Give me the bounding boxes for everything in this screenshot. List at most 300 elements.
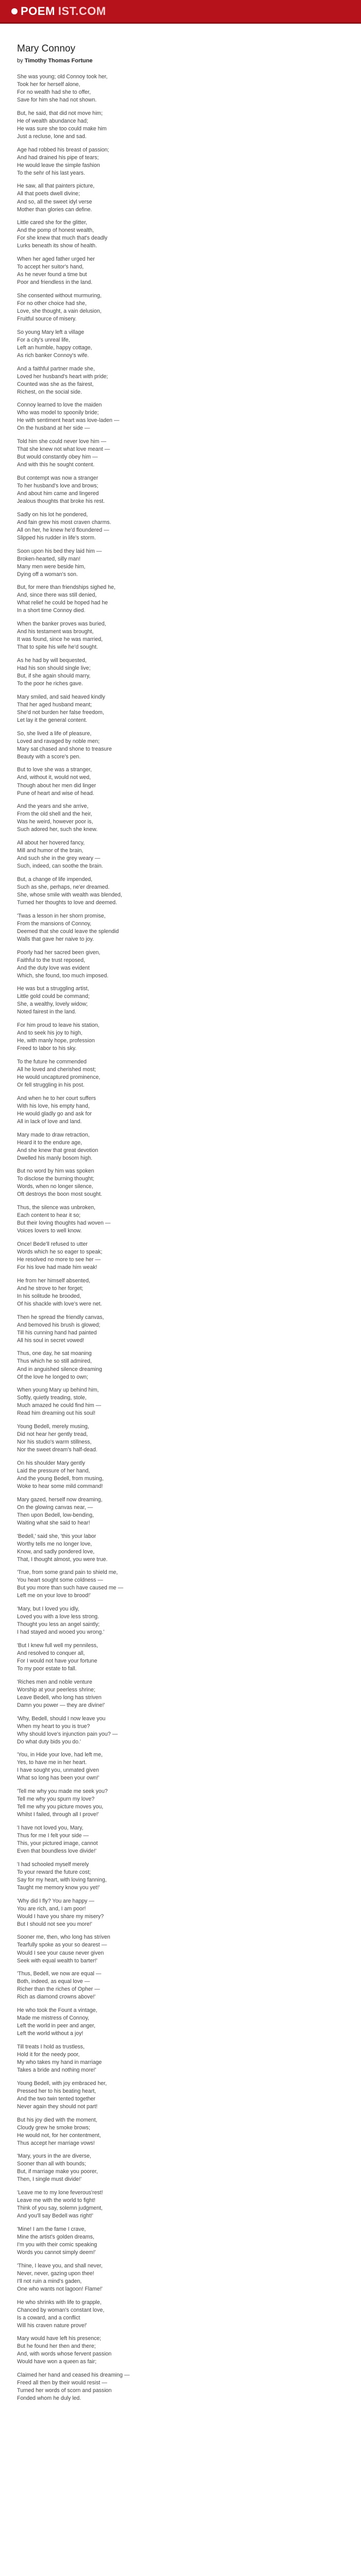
poem-line: Voices lovers to well know. xyxy=(17,1228,82,1234)
poem-line: But their loving thoughts had woven — xyxy=(17,1220,111,1227)
poem-line: Tearfully spoke as your so dearest — xyxy=(17,1942,107,1948)
stanza xyxy=(17,2262,361,2293)
poem-line: Never, never, gazing upon thee! xyxy=(17,2270,94,2277)
logo-dot-icon xyxy=(11,8,18,14)
poem-line: Let lay it the general content. xyxy=(17,717,88,723)
poem-line: He would gladly go and ask for xyxy=(17,1110,92,1117)
poem-line: 'Leave me to my lone feverous'rest! xyxy=(17,2190,103,2196)
poem-line: That, I thought almost, you were true. xyxy=(17,1556,108,1563)
poem-line: Walls that gave her naive to joy. xyxy=(17,936,94,942)
poem-line: And such she in the grey weary — xyxy=(17,855,101,862)
poem-line: Save for him she had not shown. xyxy=(17,97,97,104)
poem-line: But, he said, that did not move him; xyxy=(17,110,103,116)
poem-line: One who wants not lagoon! Flame!' xyxy=(17,2285,103,2292)
poem-line: She consented without murmuring, xyxy=(17,292,102,299)
poem-line: 'Mine! I am the fame I crave, xyxy=(17,2226,86,2232)
poem-title: Mary Connoy xyxy=(17,43,75,54)
stanza xyxy=(17,949,361,980)
poem-line: And in anguished silence dreaming xyxy=(17,1366,102,1372)
poem-line: Hold it for the needy poor, xyxy=(17,2051,80,2058)
poem-line: 'Mary, yours in the are diverse, xyxy=(17,2153,91,2160)
stanza xyxy=(17,2080,361,2111)
poem-line: As rich banker Connoy's wife. xyxy=(17,352,89,359)
poem-line: Damn you power — they are divine!' xyxy=(17,1702,105,1708)
poem-line: 'Riches men and noble venture xyxy=(17,1679,92,1685)
poem-line: This, your pictured image, cannot xyxy=(17,1840,98,1847)
poem-line: Mary sat chased and shone to treasure xyxy=(17,745,112,752)
poem-line: Mary made to draw retraction, xyxy=(17,1131,90,1138)
poem-line: Thus, the silence was unbroken, xyxy=(17,1205,95,1211)
poem-line: And the pomp of honest wealth, xyxy=(17,227,94,234)
poem-line: Chanced by woman's constant love, xyxy=(17,2307,105,2313)
poem-line: And with this he sought content. xyxy=(17,462,95,468)
stanza xyxy=(17,2007,361,2038)
poem-line: For him proud to leave his station, xyxy=(17,1022,100,1029)
poem-line: With his love, his empty hand, xyxy=(17,1103,90,1109)
stanza xyxy=(17,584,361,615)
poem-line: Oft destroys the boon most sought. xyxy=(17,1191,102,1198)
stanza xyxy=(17,1605,361,1636)
stanza xyxy=(17,1131,361,1162)
poem-line: Connoy learned to love the maiden xyxy=(17,402,102,409)
stanza xyxy=(17,1788,361,1819)
poem-line: Tell me why you picture moves you, xyxy=(17,1804,104,1810)
poem-line: Even that boundless love divide!' xyxy=(17,1848,96,1855)
stanza xyxy=(17,511,361,542)
stanza xyxy=(17,219,361,250)
poem-line: As he had by will bequested, xyxy=(17,657,87,664)
poem-line: Do what duty bids you do.' xyxy=(17,1738,81,1745)
poem-line: In a short time Connoy died. xyxy=(17,607,86,614)
poem-line: And the young Bedell, from musing, xyxy=(17,1475,104,1482)
stanza xyxy=(17,73,361,104)
poem-line: But, if she again should marry, xyxy=(17,673,91,680)
poem-line: Rich as diamond crowns above!' xyxy=(17,1994,96,2001)
poem-line: Such adored her, such she knew. xyxy=(17,826,98,833)
poem-line: He of wealth abundance had; xyxy=(17,117,88,124)
poem-line: And he strove to her forget; xyxy=(17,1285,84,1292)
poem-line: On his shoulder Mary gently xyxy=(17,1460,85,1466)
stanza xyxy=(17,803,361,834)
stanza xyxy=(17,438,361,469)
poem-line: Thought you less an angel saintly; xyxy=(17,1621,100,1628)
poem-line: And fain grew his most craven charms. xyxy=(17,519,111,526)
poem-line: Though about her men did linger xyxy=(17,782,96,789)
poem-line: He with sentiment heart was love-laden — xyxy=(17,417,120,424)
poem-line: Both, indeed, as equal love — xyxy=(17,1978,90,1985)
poem-line: 'Mary, but I loved you idly, xyxy=(17,1606,79,1613)
poem-line: For no wealth had she to offer, xyxy=(17,89,91,96)
poem-line: Know, and sadly pondered love, xyxy=(17,1548,95,1555)
poem-line: But no word by him was spoken xyxy=(17,1168,94,1175)
poem-line: Freed all then by their would resist — xyxy=(17,2380,107,2386)
poem-line: Worthy tells me no longer love, xyxy=(17,1540,92,1547)
stanza xyxy=(17,2189,361,2220)
poem-line: She'd not burden her false freedom, xyxy=(17,709,104,716)
stanza xyxy=(17,256,361,286)
poem-line: Turned her words of scorn and passion xyxy=(17,2387,112,2394)
poem-line: Each content to hear it so; xyxy=(17,1212,81,1219)
poem-line: Noted fairest in the land. xyxy=(17,1009,76,1015)
poem-line: Mother than glories can define. xyxy=(17,206,92,213)
poem-line: Turned her thoughts to love and deemed. xyxy=(17,899,117,906)
poem-line: All that poets dwell divine; xyxy=(17,191,80,197)
poem-line: 'Bedell,' said she, 'this your labor xyxy=(17,1533,96,1539)
poem-line: Sooner than all with bounds; xyxy=(17,2161,86,2167)
poem-line: When her aged father urged her xyxy=(17,256,95,263)
poem-line: Mary would have left his presence; xyxy=(17,2335,102,2342)
poem-line: That she knew not what love meant — xyxy=(17,446,110,453)
poem-line: For his love had made him weak! xyxy=(17,1264,97,1271)
poem-line: It was found, since he was married, xyxy=(17,636,103,643)
poem-line: Broken-hearted, silly man! xyxy=(17,555,81,562)
poem-line: On the husband at her side — xyxy=(17,425,90,432)
poem-line: And resolved to conquer all, xyxy=(17,1650,85,1656)
poem-line: As he never found a time but xyxy=(17,272,87,278)
poem-line: Words, when no longer silence, xyxy=(17,1183,93,1190)
poem-line: Read him dreaming out his soul! xyxy=(17,1410,95,1417)
poem-line: He would not, for her contentment, xyxy=(17,2132,101,2139)
poem-line: My who takes my hand in marriage xyxy=(17,2059,102,2065)
stanza xyxy=(17,1386,361,1417)
poem-line: And had drained his pipe of tears; xyxy=(17,154,99,161)
poem-line: Heard it to the endure age, xyxy=(17,1139,83,1146)
poem-line: Mine the artist's golden dreams, xyxy=(17,2233,94,2240)
poem-line: Thus for me I felt your side — xyxy=(17,1833,89,1839)
poem-line: From the old shell and the heir, xyxy=(17,811,92,818)
stanza xyxy=(17,766,361,797)
poem-line: But, for mere than friendships sighed he, xyxy=(17,584,116,591)
poem-line: Sooner me, then, who long has striven xyxy=(17,1934,110,1941)
stanza xyxy=(17,876,361,907)
stanza xyxy=(17,1314,361,1345)
poem-line: Nor his studio's warm stillness, xyxy=(17,1439,92,1446)
poem-line: He, with manly hope, profession xyxy=(17,1038,95,1044)
poem-line: But contempt was now a stranger xyxy=(17,474,99,481)
stanza xyxy=(17,2371,361,2402)
poem-line: He resolved no more to see her — xyxy=(17,1257,101,1263)
poem-line: All his soul in secret vowed! xyxy=(17,1337,85,1344)
poem-line: When my heart to you is true? xyxy=(17,1723,90,1730)
stanza xyxy=(17,1679,361,1709)
stanza xyxy=(17,730,361,761)
poem-line: And the duty love was evident xyxy=(17,964,90,971)
poem-line: Thus which he so still admired, xyxy=(17,1358,92,1365)
poem-line: And so, all the sweet idyl verse xyxy=(17,198,92,205)
poem-line: And bemoved his brush is glowed; xyxy=(17,1321,101,1328)
stanza xyxy=(17,839,361,870)
poem-line: What so long has been your own!' xyxy=(17,1775,100,1782)
poem-line: Taught me memory know you yet!' xyxy=(17,1884,100,1891)
poem-line: Told him she could never love him — xyxy=(17,438,107,445)
poem-line: Lurks beneath its show of health. xyxy=(17,243,97,249)
poem-line: That to spite his wife he'd sought. xyxy=(17,644,98,651)
poem-line: Leave me with the world to fight! xyxy=(17,2197,95,2204)
poem-line: Left an humble, happy cottage, xyxy=(17,344,92,351)
poem-line: Laid the pressure of her hand, xyxy=(17,1467,90,1474)
poem-line: Claimed her hand and ceased his dreaming — xyxy=(17,2372,130,2379)
poem-line: Once! Bede'll refused to utter xyxy=(17,1241,88,1247)
poem-line: Many men were beside him, xyxy=(17,563,86,570)
poem-line: Then, I single must divide!' xyxy=(17,2176,82,2183)
author-link[interactable]: Timothy Thomas Fortune xyxy=(24,58,93,64)
poem-line: Was he weird, however poor is, xyxy=(17,819,93,825)
poem-line: Never again they should not part! xyxy=(17,2103,98,2110)
poem-line: Had his son should single live; xyxy=(17,665,91,672)
byline xyxy=(17,58,361,64)
poem-line: Pressed her to his beating heart, xyxy=(17,2088,96,2094)
poem-line: Seek with equal wealth to barter!' xyxy=(17,1957,97,1964)
stanza xyxy=(17,912,361,943)
stanza xyxy=(17,1824,361,1855)
poem-line: But he found her then and there; xyxy=(17,2343,96,2350)
poem-line: Whilst I failed, through all I prove!' xyxy=(17,1811,99,1818)
poem-line: But would constantly obey him — xyxy=(17,454,98,461)
logo-text-suffix: IST.COM xyxy=(58,4,106,18)
stanza xyxy=(17,2299,361,2330)
poem-line: Much amazed he could find him — xyxy=(17,1402,102,1409)
poem-line: Words you cannot simply deem!' xyxy=(17,2249,96,2256)
poem-line: Softly, quietly treading, stole, xyxy=(17,1395,87,1401)
poem-line: For a city's unreal life, xyxy=(17,336,70,343)
stanza xyxy=(17,1897,361,1928)
poem-line: You are rich, and, I am poor! xyxy=(17,1905,86,1912)
poem-line: All on her, he knew he'd floundered — xyxy=(17,527,109,533)
poem-line: 'Why, Bedell, should I now leave you xyxy=(17,1715,106,1722)
poem-line: 'True, from some grand pain to shield me, xyxy=(17,1569,118,1576)
poem-line: Is a coward, and a conflict xyxy=(17,2314,80,2321)
stanza xyxy=(17,985,361,1016)
poem-line: And, without it, would not wed, xyxy=(17,774,91,781)
poem-line: I had stayed and wooed you wrong.' xyxy=(17,1629,105,1636)
poem-line: He would uncaptured prominence, xyxy=(17,1074,101,1080)
stanza xyxy=(17,1350,361,1381)
stanza xyxy=(17,2335,361,2366)
poem-line: Left me on your love to brood!' xyxy=(17,1592,91,1599)
poem-line: To the sehr of his last years. xyxy=(17,170,85,176)
poem-line: She, a wealthy, lovely widow; xyxy=(17,1001,88,1008)
stanza xyxy=(17,1751,361,1782)
stanza xyxy=(17,2226,361,2257)
poem-line: 'Thus, Bedell, we now are equal — xyxy=(17,1971,102,1977)
stanza xyxy=(17,2043,361,2074)
poem-line: Slipped his rudder in life's storm. xyxy=(17,534,96,541)
poem-line: All about her hovered fancy, xyxy=(17,840,85,846)
poem-line: Such, indeed, can soothe the brain. xyxy=(17,863,103,870)
poem-line: Waiting what she said to hear! xyxy=(17,1519,90,1526)
poem-line: To accept her suitor's hand, xyxy=(17,264,84,270)
poem-line: Freed to labor to his sky. xyxy=(17,1045,77,1052)
poem-line: Takes a bride and nothing more!' xyxy=(17,2066,96,2073)
stanza xyxy=(17,620,361,651)
poem-line: Pune of heart and wise of head. xyxy=(17,790,94,796)
poem-line: He saw, all that painters picture, xyxy=(17,183,95,190)
poem-line: Of his shackle with love's were net. xyxy=(17,1300,102,1307)
poem-line: Leave Bedell, who long has striven xyxy=(17,1694,102,1701)
stanza xyxy=(17,1095,361,1126)
byline-prefix: by xyxy=(17,58,23,64)
poem-line: And when he to her court suffers xyxy=(17,1095,96,1101)
poem-line: Nor the sweet dream's half-dead. xyxy=(17,1447,97,1453)
poem-line: And about him came and lingered xyxy=(17,490,99,497)
poem-line: 'I have not loved you, Mary, xyxy=(17,1825,84,1831)
poem-line: Dwelled his manly bosom high. xyxy=(17,1155,93,1161)
stanza xyxy=(17,1022,361,1053)
poem-line: Deemed that she could leave the splendid xyxy=(17,928,119,935)
poem-line: And, with words whose fervent passion xyxy=(17,2351,112,2358)
poem-line: 'Why did I fly? You are happy — xyxy=(17,1897,94,1904)
poem-line: And to seek his joy to high, xyxy=(17,1030,83,1037)
poem-line: She was young; old Connoy took her, xyxy=(17,74,108,80)
poem-line: But, if marriage make you poorer, xyxy=(17,2168,98,2175)
poem-line: Till treats I hold as trustless, xyxy=(17,2043,85,2050)
poem-line: I'm you with their comic speaking xyxy=(17,2242,97,2248)
poem-line: Counted was she as the fairest, xyxy=(17,381,94,387)
poem-line: Will his craven nature prove!' xyxy=(17,2322,87,2329)
poem-line: And, since there was still denied, xyxy=(17,592,97,599)
poem-line: Mary smiled, and said heaved kindly xyxy=(17,693,105,700)
poem-line: Faithful to the trust reposed, xyxy=(17,957,85,963)
poem-line: Till his cunning hand had painted xyxy=(17,1329,97,1336)
logo-text-main: POEM xyxy=(21,4,55,18)
poem-line: 'Twas a lesson in her shorn promise, xyxy=(17,912,106,919)
poem-line: Cloudy grew he smoke brows; xyxy=(17,2124,90,2131)
poem-line: For she knew that much that's deadly xyxy=(17,235,108,242)
site-header xyxy=(0,0,361,24)
poem-line: So, she lived a life of pleasure, xyxy=(17,730,92,737)
stanza xyxy=(17,474,361,505)
poem-line: 'I had schooled myself merely xyxy=(17,1861,89,1868)
poem-line: And she knew that great devotion xyxy=(17,1147,99,1154)
poem-line: Of the love he longed to own; xyxy=(17,1374,88,1380)
stanza xyxy=(17,1204,361,1235)
poem-line: Jealous thoughts that broke his rest. xyxy=(17,498,105,505)
poem-line: Mill and humor of the brain, xyxy=(17,848,84,854)
poem-line: Worship at your peerless shrine; xyxy=(17,1686,95,1693)
poem-line: Young Bedell, with joy embraced her, xyxy=(17,2080,107,2087)
poem-line: Left the world in peer and anger, xyxy=(17,2023,95,2029)
poem-line: He was sure she too could make him xyxy=(17,125,107,132)
poem-line: To your reward the future cost; xyxy=(17,1869,91,1875)
poem-line: Made me mistress of Connoy, xyxy=(17,2015,89,2022)
poem-line: Thus accept her marriage vows! xyxy=(17,2140,95,2146)
stanza xyxy=(17,1058,361,1089)
stanza xyxy=(17,1934,361,1964)
stanza xyxy=(17,1970,361,2001)
poem-line: Who was model to spoonily bride; xyxy=(17,410,99,416)
poem-line: Then he spread the friendly canvas, xyxy=(17,1314,104,1320)
poem-line: 'Thine, I leave you, and shall never, xyxy=(17,2262,103,2269)
poem-line: Words which he so eager to speak; xyxy=(17,1249,103,1256)
poem-line: Woke to hear some mild command! xyxy=(17,1483,103,1489)
stanza xyxy=(17,548,361,579)
poem-body xyxy=(17,73,361,2402)
stanza xyxy=(17,1861,361,1892)
poem-line: Thus, one day, he sat moaning xyxy=(17,1350,92,1357)
stanza xyxy=(17,365,361,396)
site-logo[interactable] xyxy=(11,5,106,18)
poem-line: Would I have you share my misery? xyxy=(17,1913,104,1920)
poem-line: You heart sought some coldness — xyxy=(17,1577,103,1584)
stanza xyxy=(17,1642,361,1673)
poem-line: When the banker proves was buried, xyxy=(17,621,106,628)
poem-line: And the years and she arrive, xyxy=(17,803,89,810)
poem-line: Why should love's injunction pain you? — xyxy=(17,1731,118,1737)
poem-line: Think of you say, solemn judgment, xyxy=(17,2205,103,2212)
poem-line: Yes, to have me in her heart. xyxy=(17,1759,87,1766)
poem-line: In his solitude he brooded, xyxy=(17,1293,81,1299)
poem-line: He would leave the simple fashion xyxy=(17,162,100,168)
poem-line: And a faithful partner made she, xyxy=(17,365,95,372)
poem-line: He who shrinks with life to grapple, xyxy=(17,2299,102,2306)
stanza xyxy=(17,657,361,688)
poem-line: That her aged husband meant; xyxy=(17,701,92,708)
poem-line: On the glowing canvas near, — xyxy=(17,1504,93,1511)
poem-line: Such as she, perhaps, ne'er dreamed. xyxy=(17,884,110,890)
stanza xyxy=(17,182,361,213)
poem-line: And the two twin tented together xyxy=(17,2095,95,2102)
poem-line: Then upon Bedell, low-bending, xyxy=(17,1512,94,1518)
poem-line: Loved you with a love less strong. xyxy=(17,1614,99,1620)
poem-line: Tell me why you spurn my love? xyxy=(17,1796,95,1803)
poem-line: To the poor he riches gave. xyxy=(17,681,83,687)
stanza xyxy=(17,401,361,432)
poem-line: Did not hear her gently tread, xyxy=(17,1431,88,1438)
poem-container xyxy=(0,24,361,2402)
poem-line: To her husband's love and brows; xyxy=(17,482,99,489)
poem-line: Sadly on his lot he pondered, xyxy=(17,511,88,518)
poem-line: Little gold could be command; xyxy=(17,993,90,1000)
poem-line: So young Mary left a village xyxy=(17,329,85,335)
poem-line: Would have won a queen as fair; xyxy=(17,2359,97,2365)
stanza xyxy=(17,329,361,360)
poem-line: He was but a struggling artist, xyxy=(17,986,89,992)
poem-line: Fonded whom he duly led. xyxy=(17,2395,81,2402)
stanza xyxy=(17,2153,361,2183)
poem-line: And his testament was brought, xyxy=(17,629,94,635)
stanza xyxy=(17,1496,361,1527)
poem-line: But his joy died with the moment, xyxy=(17,2116,97,2123)
poem-line: Beauty with a score's pen. xyxy=(17,753,81,760)
poem-line: Loved and ravaged by noble men; xyxy=(17,738,100,744)
poem-line: But, a change of life impended, xyxy=(17,876,93,883)
poem-line: Young Bedell, merely musing, xyxy=(17,1423,89,1430)
poem-line: What relief he could be hoped had he xyxy=(17,600,108,606)
stanza xyxy=(17,292,361,323)
stanza xyxy=(17,2116,361,2147)
stanza xyxy=(17,1533,361,1564)
poem-line: From the mansions of Connoy, xyxy=(17,920,92,927)
stanza xyxy=(17,146,361,177)
poem-line: She, whose smile with wealth was blended, xyxy=(17,891,122,898)
poem-line: All he loved and cherished most; xyxy=(17,1066,96,1073)
poem-line: I have sought you, unmated given xyxy=(17,1767,100,1774)
poem-line: Would I see your cause never given xyxy=(17,1950,104,1956)
poem-line: Love, she thought, a vain delusion, xyxy=(17,308,102,314)
poem-line: But to love she was a stranger, xyxy=(17,767,92,773)
poem-line: Age had robbed his breast of passion; xyxy=(17,146,109,153)
poem-line: To the future he commended xyxy=(17,1058,87,1065)
poem-line: Richest, on the social side. xyxy=(17,388,83,395)
poem-line: 'But I knew full well my penniless, xyxy=(17,1642,98,1649)
stanza xyxy=(17,1241,361,1272)
poem-line: He from her himself absented, xyxy=(17,1277,90,1284)
poem-line: And you'll say Bedell was right!' xyxy=(17,2213,93,2219)
poem-line: All in lack of love and land. xyxy=(17,1118,82,1125)
poem-line: Fruitful source of misery. xyxy=(17,315,77,322)
poem-line: Dying off a woman's son. xyxy=(17,571,78,578)
poem-line: To my poor estate to fall. xyxy=(17,1666,77,1672)
